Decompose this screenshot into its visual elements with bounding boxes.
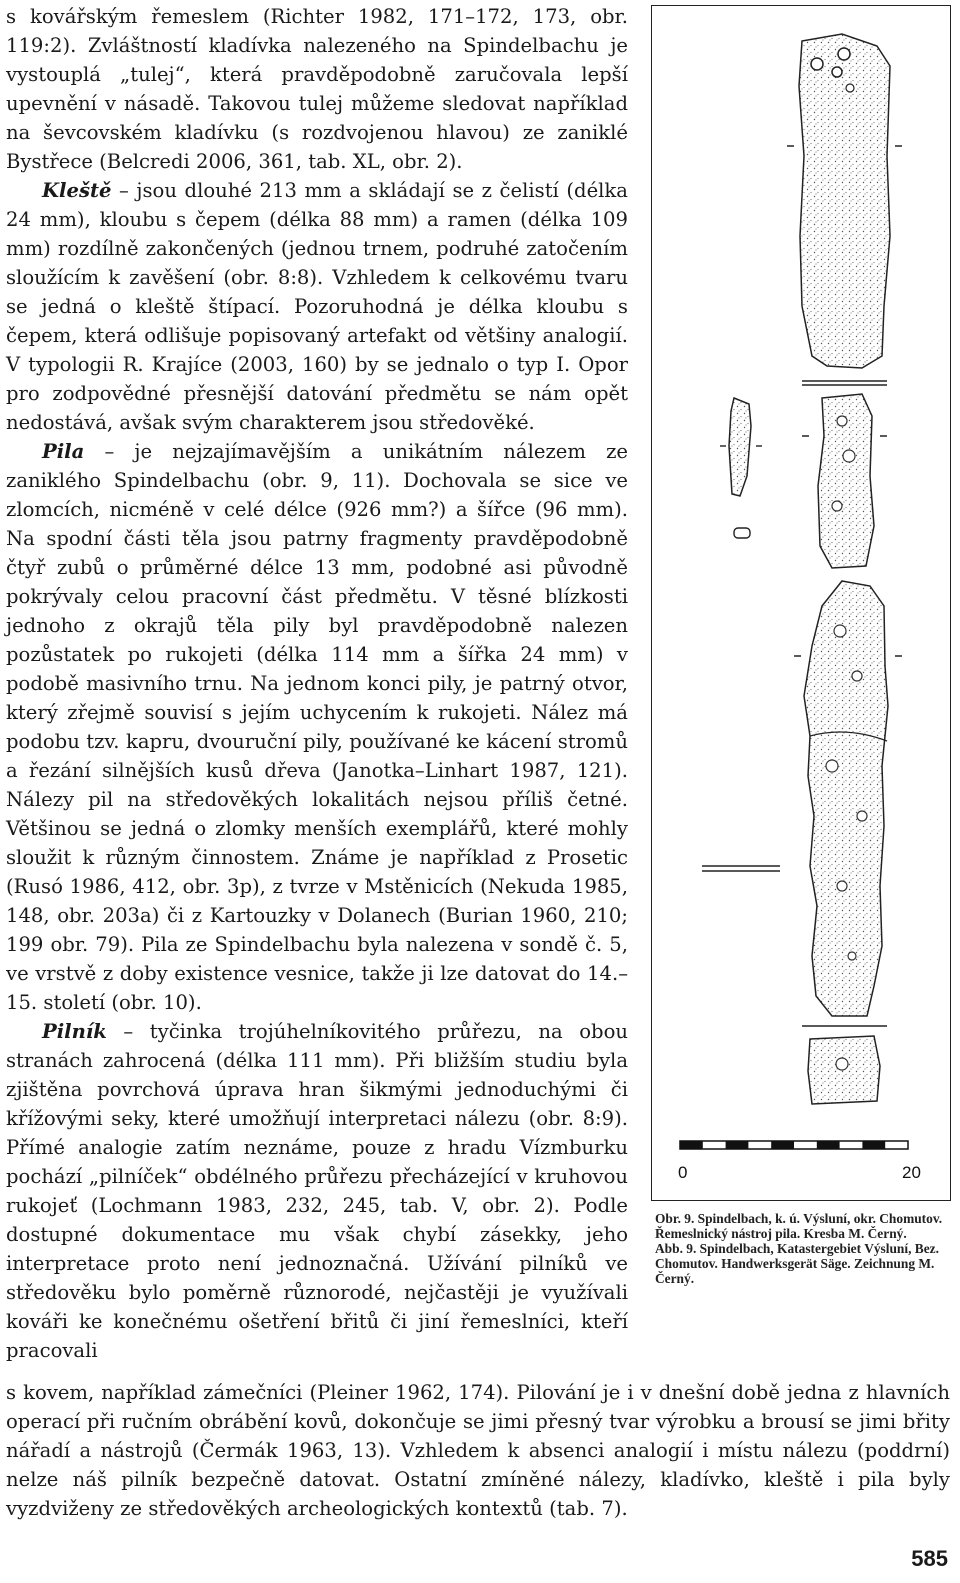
- term-klieste: Kleště: [42, 179, 112, 202]
- caption-czech: Obr. 9. Spindelbach, k. ú. Výsluní, okr. Chomutov. Řemeslnický nástroj pila. Kresba M. Černý.: [655, 1211, 943, 1241]
- figure-caption: [655, 1211, 950, 1286]
- saw-fragment-large: [804, 581, 888, 1016]
- page-number: 585: [911, 1546, 948, 1571]
- figure-saw-drawing: [651, 5, 951, 1201]
- caption-german: Abb. 9. Spindelbach, Katastergebiet Výsluní, Bez. Chomutov. Handwerksgerät Säge. Zeichnung M. Černý.: [655, 1241, 939, 1286]
- scale-bar: [678, 1141, 921, 1182]
- tang-profile: [729, 398, 751, 496]
- paragraph-pilnik-continued: s kovem, například zámečníci (Pleiner 1962, 174). Pilování je i v dnešní době jedna z hlavních operací při ručním obrábění kovů, dokončuje se jimi přesný tvar výrobku a brousí se jimi břity nářadí a nástrojů (Čermák 1963, 13). Vzhledem k absenci analogií i místu nálezu (poddrní) nelze náš pilník bezpečně datovat. Ostatní zmíněné nálezy, kladívko, kleště i pila byly vyzdviženy ze středověkých archeologických kontextů (tab. 7).: [6, 1381, 950, 1520]
- klieste-body: – jsou dlouhé 213 mm a skládají se z čelistí (délka 24 mm), kloubu s čepem (délka 88 mm) a ramen (délka 109 mm) rozdílně zakončených (jednou trnem, podruhé zatočením sloužícím k zavěšení (obr. 8:8). Vzhledem k celkovému tvaru se jedná o kleště štípací. Pozoruhodná je délka kloubu s čepem, která odlišuje popisovaný artefakt od většiny analogií. V typologii R. Krajíce (2003, 160) by se jednalo o typ I. Opor pro zodpovědné přesnější datování předmětu se nám opět nedostává, avšak svým charakterem jsou středověké.: [6, 179, 628, 434]
- paragraph-klieste: [6, 176, 628, 437]
- scale-end-label: 20: [902, 1163, 921, 1182]
- rivet-hole-4: [846, 84, 854, 92]
- pila-body: – je nejzajímavějším a unikátním nálezem ze zaniklého Spindelbachu (obr. 9, 11). Dochovala se sice ve zlomcích, nicméně v celé délce (926 mm?) a šířce (96 mm). Na spodní části těla jsou patrny fragmenty pravděpodobně čtyř zubů o průměrné délce 13 mm, podobné asi původně pokrývaly celou pracovní část předmětu. V těsné blízkosti jednoho z okrajů těla pily byl pravděpodobně nalezen pozůstatek po rukojeti (délka 114 mm a šířka 24 mm) v podobě masivního trnu. Na jednom konci pily, je patrný otvor, který zřejmě souvisí s jejím uchycením k rukojeti. Nález má podobu tzv. kapru, dvouruční pily, používané ke kácení stromů a řezání silnějších kusů dřeva (Janotka–Linhart 1987, 121). Nálezy pil na středověkých lokalitách nejsou příliš četné. Většinou se jedná o zlomky menších exemplářů, které mohly sloužit k různým činnostem. Známe je například z Prosetic (Rusó 1986, 412, obr. 3p), z tvrze v Mstěnicích (Nekuda 1985, 148, obr. 203a) či z Kartouzky v Dolanech (Burian 1960, 210; 199 obr. 79). Pila ze Spindelbachu byla nalezena v sondě č. 5, ve vrstvě z doby existence vesnice, takže ji lze datovat do 14.–15. století (obr. 10).: [6, 440, 628, 1014]
- term-pilnik: Pilník: [42, 1020, 107, 1043]
- paragraph-pila: [6, 437, 628, 1017]
- pilnik-body: – tyčinka trojúhelníkovitého průřezu, na obou stranách zahrocená (délka 111 mm). Při bližším studiu byla zjištěna povrchová úprava hran šikmými jednoduchými či křížovými seky, které umožňují interpretaci nálezu (obr. 8:9). Přímé analogie zatím neznáme, pouze z hradu Vízmburku pochází „pilníček“ obdélného průřezu přecházející v kruhovou rukojeť (Lochmann 1983, 232, 245, tab. V, obr. 2). Podle dostupné dokumentace mu však chybí zásekky, jeho interpretace proto není jednoznačná. Užívání pilníků ve středověku bylo poměrně různorodé, nejčastěji je využívali kováři ke konečnému ošetření břitů či jiní řemeslníci, kteří pracovali: [6, 1020, 628, 1362]
- main-column: [6, 2, 628, 1365]
- scale-start-label: 0: [678, 1163, 688, 1182]
- paragraph-kladivko: s kovářským řemeslem (Richter 1982, 171–172, 173, obr. 119:2). Zvláštností kladívka nalezeného na Spindelbachu je vystouplá „tulej“, která pravděpodobně zaručovala lepší upevnění v násadě. Takovou tulej můžeme sledovat například na ševcovském kladívku (s rozdvojenou hlavou) ze zaniklé Bystřece (Belcredi 2006, 361, tab. XL, obr. 2).: [6, 5, 628, 173]
- full-width-text: [6, 1378, 950, 1523]
- paragraph-pilnik: [6, 1017, 628, 1365]
- saw-fragment-top: [799, 34, 890, 368]
- rivet-hole-1: [811, 58, 823, 70]
- rivet-hole-3: [832, 67, 842, 77]
- saw-illustration: [652, 6, 949, 1199]
- rivet-hole-2: [838, 48, 850, 60]
- term-pila: Pila: [42, 440, 85, 463]
- tang-section: [734, 528, 750, 538]
